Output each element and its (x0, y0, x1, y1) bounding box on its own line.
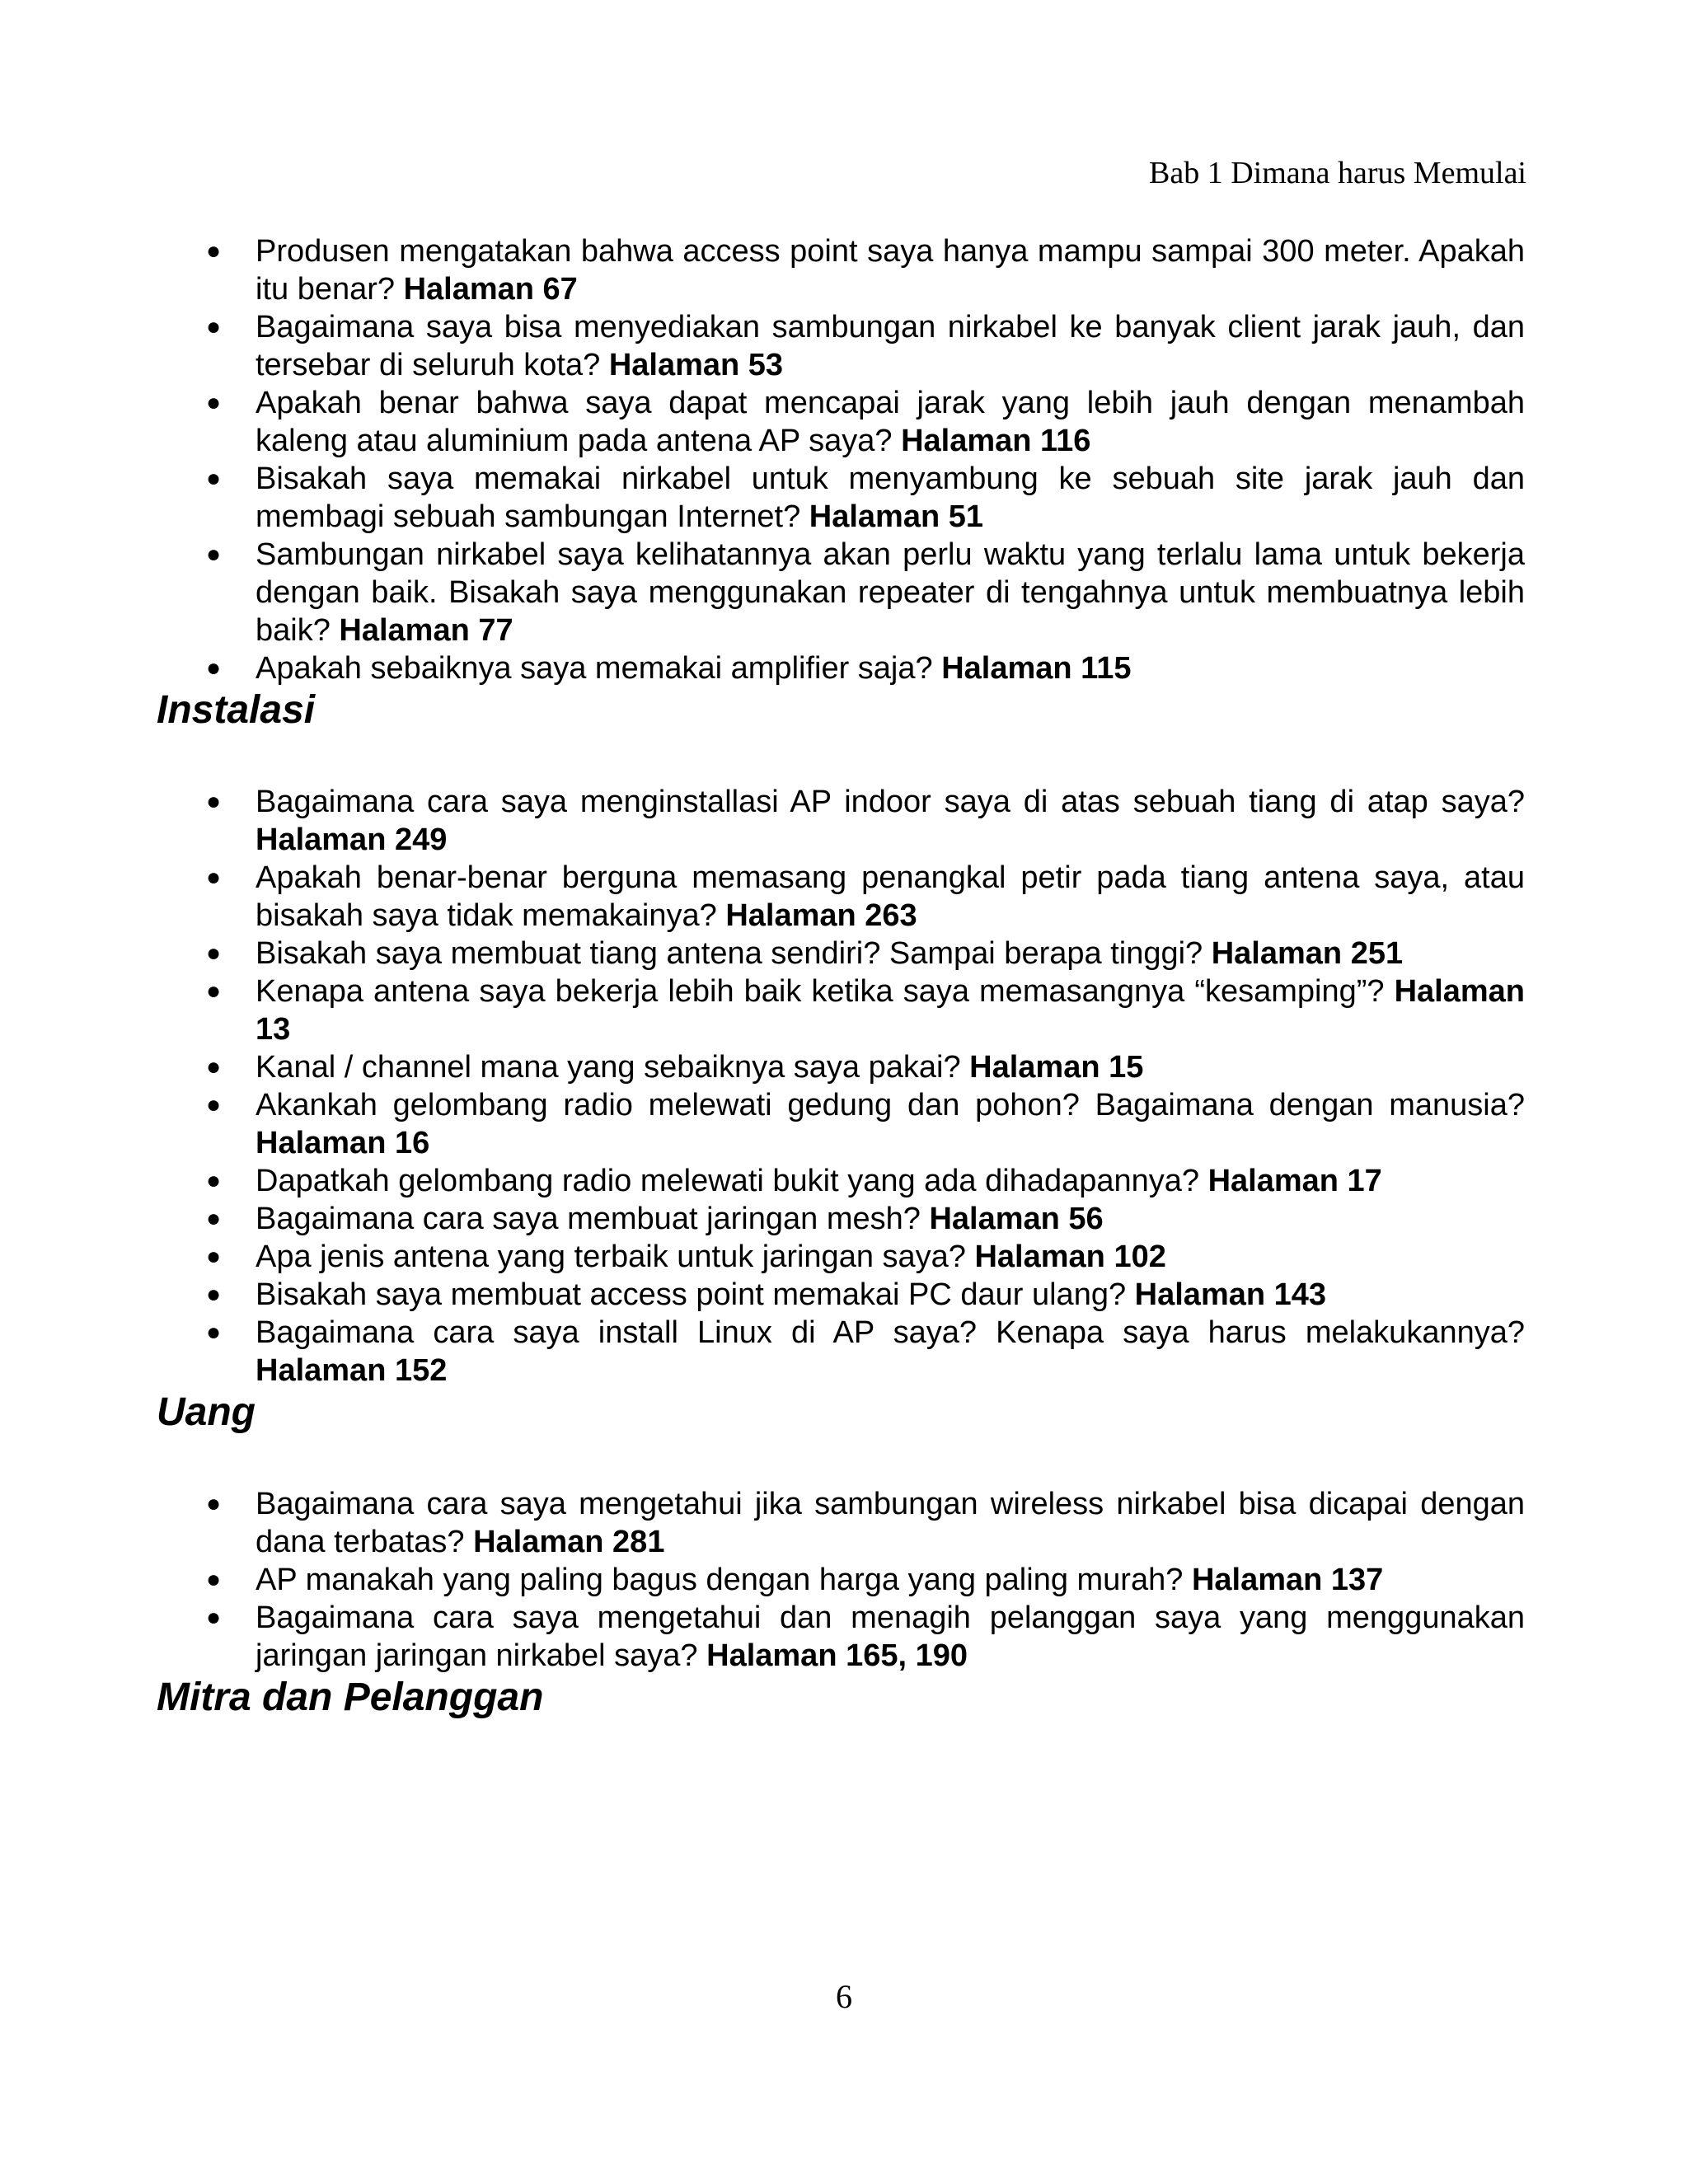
bullet-icon: ● (206, 1091, 222, 1118)
bullet-icon: ● (206, 1205, 222, 1232)
page-reference: Halaman 249 (256, 823, 448, 857)
question-text: Bagaimana cara saya menginstallasi AP indoor saya di atas sebuah tiang di atap saya? (256, 785, 1525, 819)
question-text: Bagaimana cara saya mengetahui jika sambungan wireless nirkabel bisa dicapai dengan dana terbatas? (256, 1487, 1525, 1559)
page-reference: Halaman 115 (941, 651, 1132, 686)
page-reference: Halaman 102 (974, 1240, 1166, 1274)
section-heading-uang: Uang (157, 1390, 256, 1434)
bullet-icon: ● (206, 465, 222, 492)
list-item (157, 536, 1525, 649)
page-reference: Halaman 281 (473, 1525, 665, 1559)
list-item (157, 1485, 1525, 1561)
question-text: Apa jenis antena yang terbaik untuk jaringan saya? (256, 1240, 966, 1274)
question-text: Kanal / channel mana yang sebaiknya saya pakai? (256, 1050, 961, 1085)
bullet-icon: ● (206, 1566, 222, 1593)
bullet-icon: ● (206, 940, 222, 967)
page-reference: Halaman 53 (608, 348, 784, 382)
uang-question-list (157, 1485, 1525, 1675)
list-item (157, 1238, 1525, 1276)
page-reference: Halaman 143 (1134, 1277, 1327, 1312)
list-item (157, 935, 1525, 972)
page-reference: Halaman 17 (1207, 1164, 1382, 1198)
question-text: Bagaimana cara saya membuat jaringan mesh? (256, 1202, 921, 1236)
section-heading-mitra: Mitra dan Pelanggan (157, 1675, 544, 1719)
question-text: Bagaimana cara saya mengetahui dan menagih pelanggan saya yang menggunakan jaringan jaringan nirkabel saya? (256, 1601, 1525, 1673)
page-reference: Halaman 13 (256, 974, 1525, 1047)
list-item (157, 1200, 1525, 1238)
bullet-icon: ● (206, 1319, 222, 1346)
bullet-icon: ● (206, 1281, 222, 1308)
bullet-icon: ● (206, 1167, 222, 1194)
page-content (157, 232, 1525, 1721)
page-reference: Halaman 263 (725, 898, 917, 933)
list-item (157, 232, 1525, 308)
page-reference: Halaman 51 (809, 499, 984, 534)
list-item (157, 460, 1525, 536)
list-item (157, 1276, 1525, 1314)
question-text: Bisakah saya memakai nirkabel untuk menyambung ke sebuah site jarak jauh dan membagi sebuah sambungan Internet? (256, 462, 1525, 534)
question-text: Apakah benar bahwa saya dapat mencapai jarak yang lebih jauh dengan menambah kaleng atau aluminium pada antena AP saya? (256, 386, 1525, 458)
list-item (157, 1048, 1525, 1086)
page-reference: Halaman 56 (929, 1202, 1104, 1236)
bullet-icon: ● (206, 1604, 222, 1631)
bullet-icon: ● (206, 1243, 222, 1270)
question-text: AP manakah yang paling bagus dengan harga yang paling murah? (256, 1563, 1184, 1597)
page-reference: Halaman 165, 190 (706, 1638, 968, 1673)
question-text: Apakah sebaiknya saya memakai amplifier saja? (256, 651, 933, 686)
question-text: Sambungan nirkabel saya kelihatannya akan perlu waktu yang terlalu lama untuk bekerja dengan baik. Bisakah saya menggunakan repeater di tengahnya untuk membuatnya lebih baik? (256, 537, 1525, 648)
list-item (157, 384, 1525, 460)
question-text: Bagaimana saya bisa menyediakan sambungan nirkabel ke banyak client jarak jauh, dan tersebar di seluruh kota? (256, 310, 1525, 382)
question-text: Kenapa antena saya bekerja lebih baik ketika saya memasangnya “kesamping”? (256, 974, 1385, 1009)
question-text: Akankah gelombang radio melewati gedung dan pohon? Bagaimana dengan manusia? (256, 1088, 1525, 1122)
page-reference: Halaman 251 (1211, 936, 1404, 971)
list-item (157, 1561, 1525, 1599)
instalasi-question-list (157, 783, 1525, 1390)
bullet-icon: ● (206, 977, 222, 1005)
running-header: Bab 1 Dimana harus Memulai (1148, 156, 1526, 190)
page-reference: Halaman 77 (339, 613, 513, 648)
page-number: 6 (836, 1978, 852, 2015)
list-item (157, 649, 1525, 687)
list-item (157, 1314, 1525, 1390)
page-reference: Halaman 67 (403, 272, 578, 307)
page-reference: Halaman 16 (256, 1126, 430, 1160)
bullet-icon: ● (206, 1490, 222, 1517)
list-item (157, 1599, 1525, 1675)
question-text: Bisakah saya membuat tiang antena sendiri? Sampai berapa tinggi? (256, 936, 1203, 971)
list-item (157, 859, 1525, 935)
bullet-icon: ● (206, 788, 222, 815)
page-reference: Halaman 137 (1191, 1563, 1384, 1597)
question-text: Produsen mengatakan bahwa access point saya hanya mampu sampai 300 meter. Apakah itu benar? (256, 234, 1525, 307)
list-item (157, 972, 1525, 1048)
list-item (157, 308, 1525, 384)
bullet-icon: ● (206, 654, 222, 682)
bullet-icon: ● (206, 237, 222, 265)
bullet-icon: ● (206, 1053, 222, 1080)
section-heading-instalasi: Instalasi (157, 688, 316, 732)
question-text: Bagaimana cara saya install Linux di AP saya? Kenapa saya harus melakukannya? (256, 1315, 1525, 1350)
question-text: Dapatkah gelombang radio melewati bukit yang ada dihadapannya? (256, 1164, 1200, 1198)
intro-question-list (157, 232, 1525, 687)
page-reference: Halaman 152 (256, 1353, 448, 1388)
question-text: Apakah benar-benar berguna memasang penangkal petir pada tiang antena saya, atau bisakah saya tidak memakainya? (256, 860, 1525, 933)
page-reference: Halaman 116 (901, 424, 1091, 458)
question-text: Bisakah saya membuat access point memakai PC daur ulang? (256, 1277, 1127, 1312)
bullet-icon: ● (206, 864, 222, 891)
bullet-icon: ● (206, 313, 222, 340)
page-reference: Halaman 15 (969, 1050, 1144, 1085)
list-item (157, 1086, 1525, 1162)
list-item (157, 783, 1525, 859)
bullet-icon: ● (206, 541, 222, 568)
bullet-icon: ● (206, 389, 222, 416)
list-item (157, 1162, 1525, 1200)
